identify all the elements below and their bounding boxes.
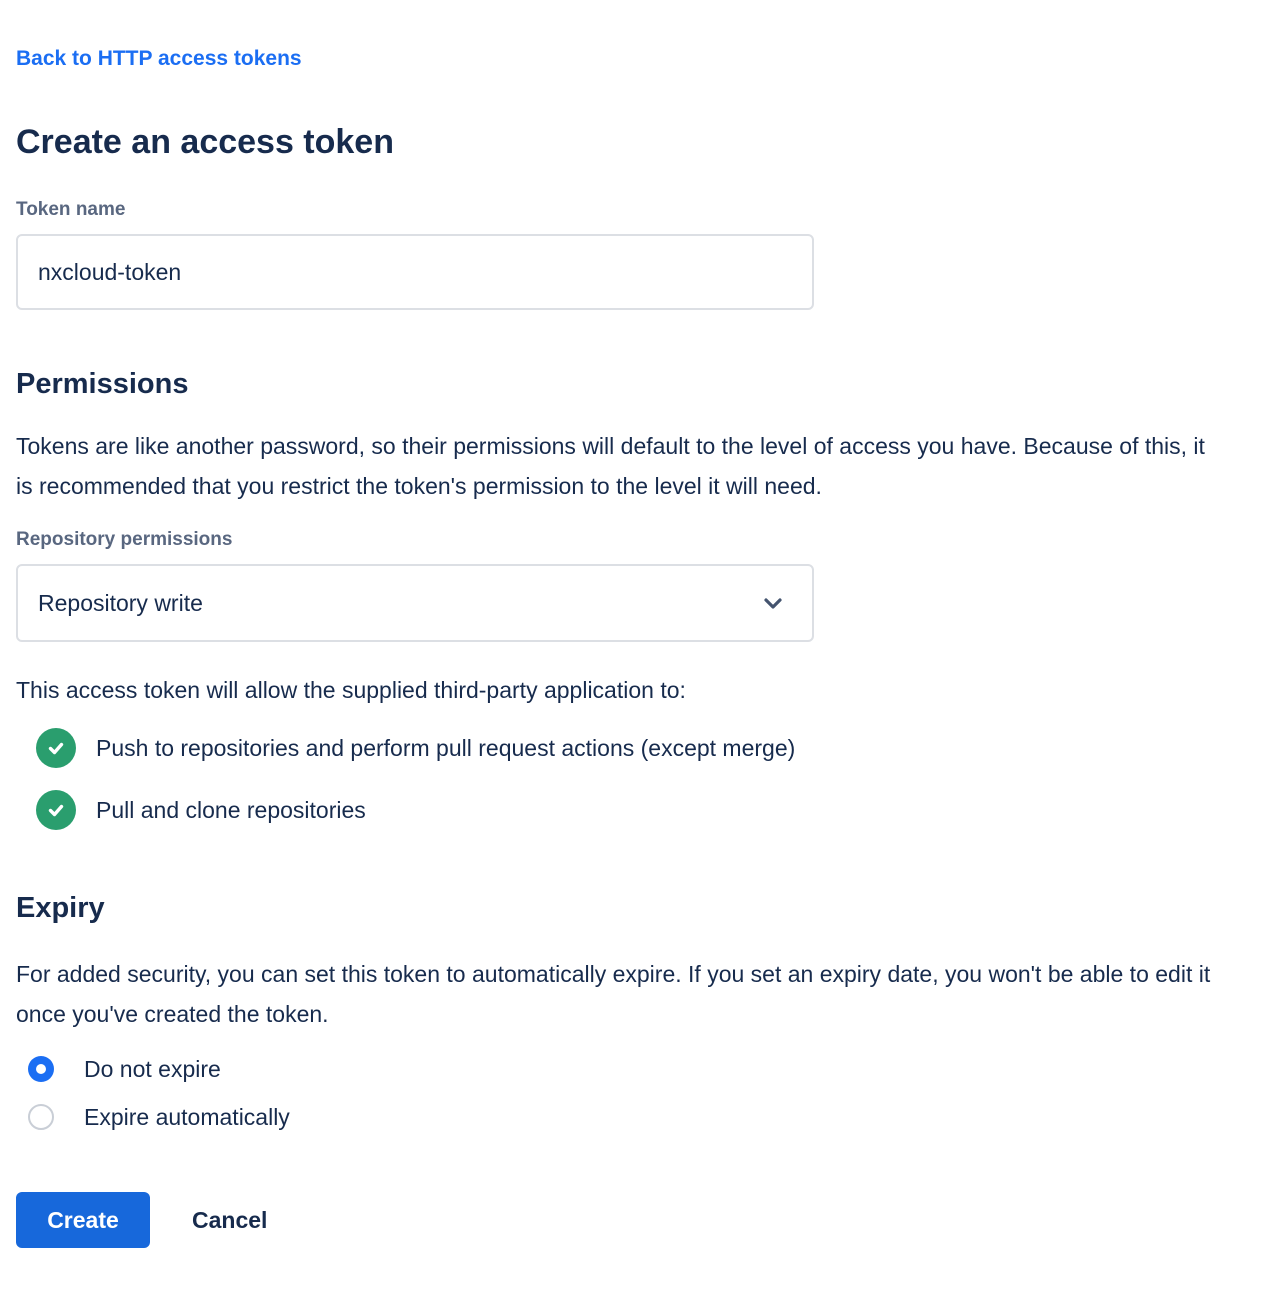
radio-selected-icon[interactable] [28,1056,54,1082]
radio-row-expire-automatically[interactable] [16,1102,290,1132]
form-actions [16,1192,1258,1248]
capability-text: Pull and clone repositories [96,797,366,823]
check-icon [36,790,76,830]
capabilities-intro: This access token will allow the supplied third-party application to: [16,677,686,703]
permissions-description: Tokens are like another password, so their permissions will default to the level of access you have. Because of this, it is recommended that you restrict the token's permission to the level it will need. [16,433,1205,499]
token-name-label: Token name [16,199,126,220]
radio-label: Do not expire [84,1056,221,1082]
capabilities-list [16,728,1258,830]
selected-permission-value: Repository write [38,589,203,616]
capability-item [16,728,1258,768]
radio-unselected-icon[interactable] [28,1104,54,1130]
check-icon [36,728,76,768]
expiry-description: For added security, you can set this token to automatically expire. If you set an expiry date, you won't be able to edit it once you've created the token. [16,961,1211,1027]
back-link[interactable]: Back to HTTP access tokens [16,47,302,70]
capability-text: Push to repositories and perform pull request actions (except merge) [96,735,796,761]
create-button[interactable]: Create [16,1192,150,1248]
repository-permissions-select[interactable] [16,564,814,642]
capability-item [16,790,1258,830]
repository-permissions-label: Repository permissions [16,529,233,550]
permissions-heading: Permissions [16,368,189,400]
cancel-button[interactable]: Cancel [192,1206,268,1233]
chevron-down-icon[interactable] [760,590,786,616]
radio-label: Expire automatically [84,1104,290,1130]
expiry-heading: Expiry [16,892,105,924]
radio-row-do-not-expire[interactable] [16,1054,221,1084]
page-title: Create an access token [16,123,394,161]
token-name-input[interactable] [16,234,814,310]
expiry-radio-group [16,1054,1258,1132]
